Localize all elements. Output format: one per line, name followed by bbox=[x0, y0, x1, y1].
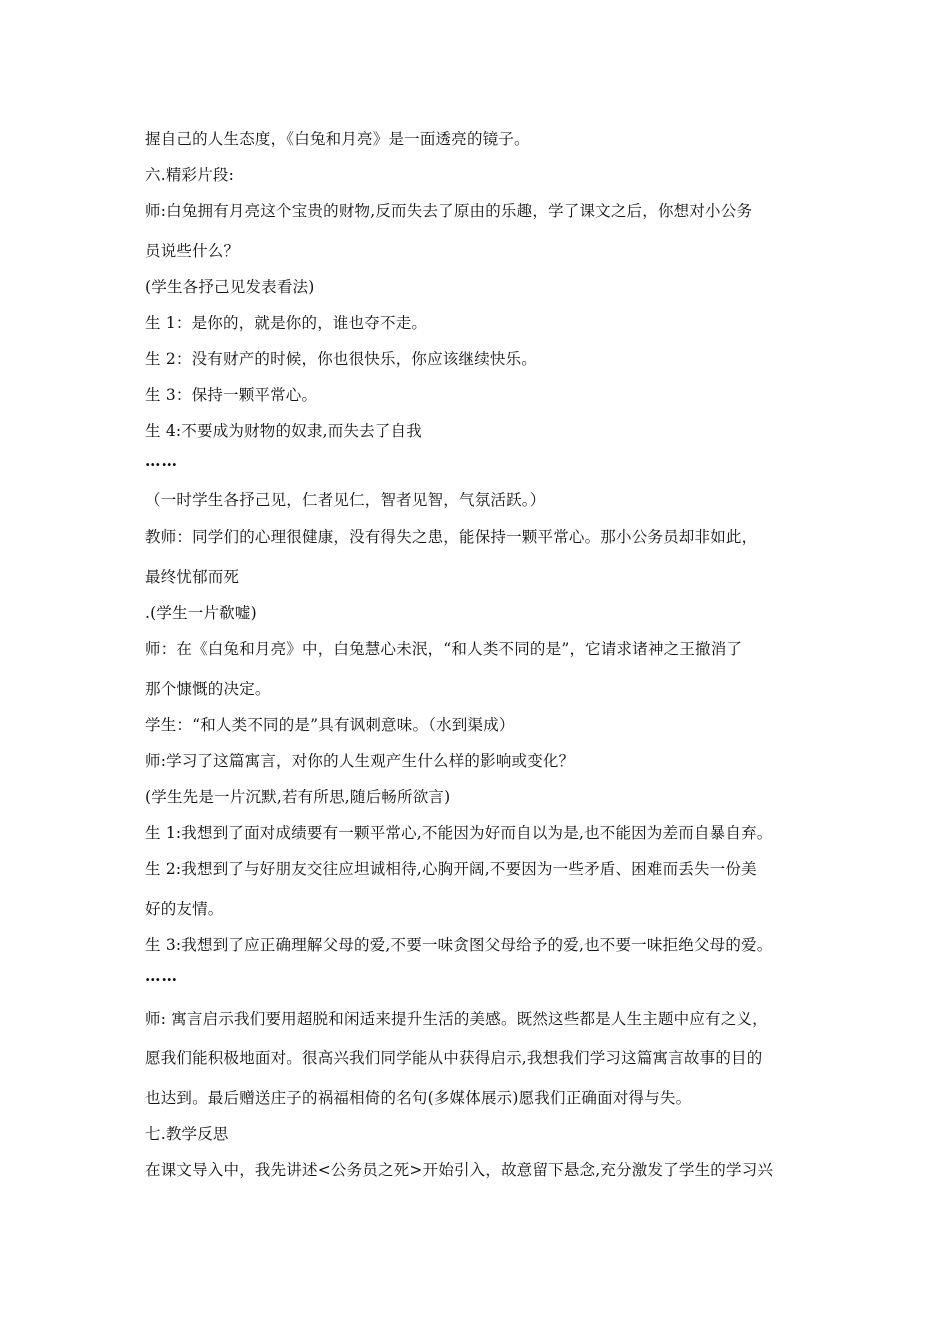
text-line: （一时学生各抒己见，仁者见仁，智者见智，气氛活跃。） bbox=[145, 491, 546, 509]
text-line: 生 1：是你的，就是你的，谁也夺不走。 bbox=[145, 314, 428, 332]
ellipsis: …… bbox=[145, 451, 178, 470]
text-line: (学生先是一片沉默,若有所思,随后畅所欲言) bbox=[145, 788, 451, 806]
text-line: 教师：同学们的心理很健康，没有得失之患，能保持一颗平常心。那小公务员却非如此， bbox=[145, 528, 758, 546]
text-line: 那个慷慨的决定。 bbox=[145, 680, 271, 698]
section-heading: 七.教学反思 bbox=[145, 1125, 229, 1143]
text-line: .(学生一片欷嘘) bbox=[145, 604, 257, 622]
text-line: (学生各抒己见发表看法) bbox=[145, 278, 315, 296]
text-line: 师:学习了这篇寓言，对你的人生观产生什么样的影响或变化？ bbox=[145, 752, 575, 770]
text-line: 在课文导入中，我先讲述<公务员之死>开始引入，故意留下悬念,充分激发了学生的学习兴 bbox=[145, 1161, 774, 1179]
text-line: 师:白兔拥有月亮这个宝贵的财物,反而失去了原由的乐趣，学了课文之后，你想对小公务 bbox=[145, 202, 753, 220]
text-line: 好的友情。 bbox=[145, 900, 224, 918]
ellipsis: …… bbox=[145, 966, 178, 985]
text-line: 生 3：保持一颗平常心。 bbox=[145, 386, 318, 404]
text-line: 生 2:我想到了与好朋友交往应坦诚相待,心胸开阔,不要因为一些矛盾、困难而丢失一份美 bbox=[145, 860, 757, 878]
text-line: 学生：“和人类不同的是”具有讽刺意味。（水到渠成） bbox=[145, 716, 515, 734]
text-line: 生 2：没有财产的时候，你也很快乐，你应该继续快乐。 bbox=[145, 350, 537, 368]
text-line: 生 4:不要成为财物的奴隶,而失去了自我 bbox=[145, 422, 422, 440]
text-line: 握自己的人生态度，《白兔和月亮》是一面透亮的镜子。 bbox=[145, 130, 530, 148]
text-line: 最终忧郁而死 bbox=[145, 568, 240, 586]
section-heading: 六.精彩片段: bbox=[145, 166, 235, 184]
text-line: 师: 寓言启示我们要用超脱和闲适来提升生活的美感。既然这些都是人生主题中应有之义， bbox=[145, 1010, 768, 1028]
text-line: 员说些什么？ bbox=[145, 242, 240, 260]
text-line: 生 1:我想到了面对成绩要有一颗平常心,不能因为好而自以为是,也不能因为差而自暴自弃。 bbox=[145, 824, 773, 842]
text-line: 愿我们能积极地面对。很高兴我们同学能从中获得启示,我想我们学习这篇寓言故事的目的 bbox=[145, 1049, 763, 1067]
text-line: 师：在《白兔和月亮》中，白兔慧心未泯，“和人类不同的是”，它请求诸神之王撤消了 bbox=[145, 640, 743, 658]
text-line: 生 3:我想到了应正确理解父母的爱,不要一味贪图父母给予的爱,也不要一味拒绝父母的爱。 bbox=[145, 936, 773, 954]
text-line: 也达到。最后赠送庄子的祸福相倚的名句(多媒体展示)愿我们正确面对得与失。 bbox=[145, 1089, 692, 1107]
